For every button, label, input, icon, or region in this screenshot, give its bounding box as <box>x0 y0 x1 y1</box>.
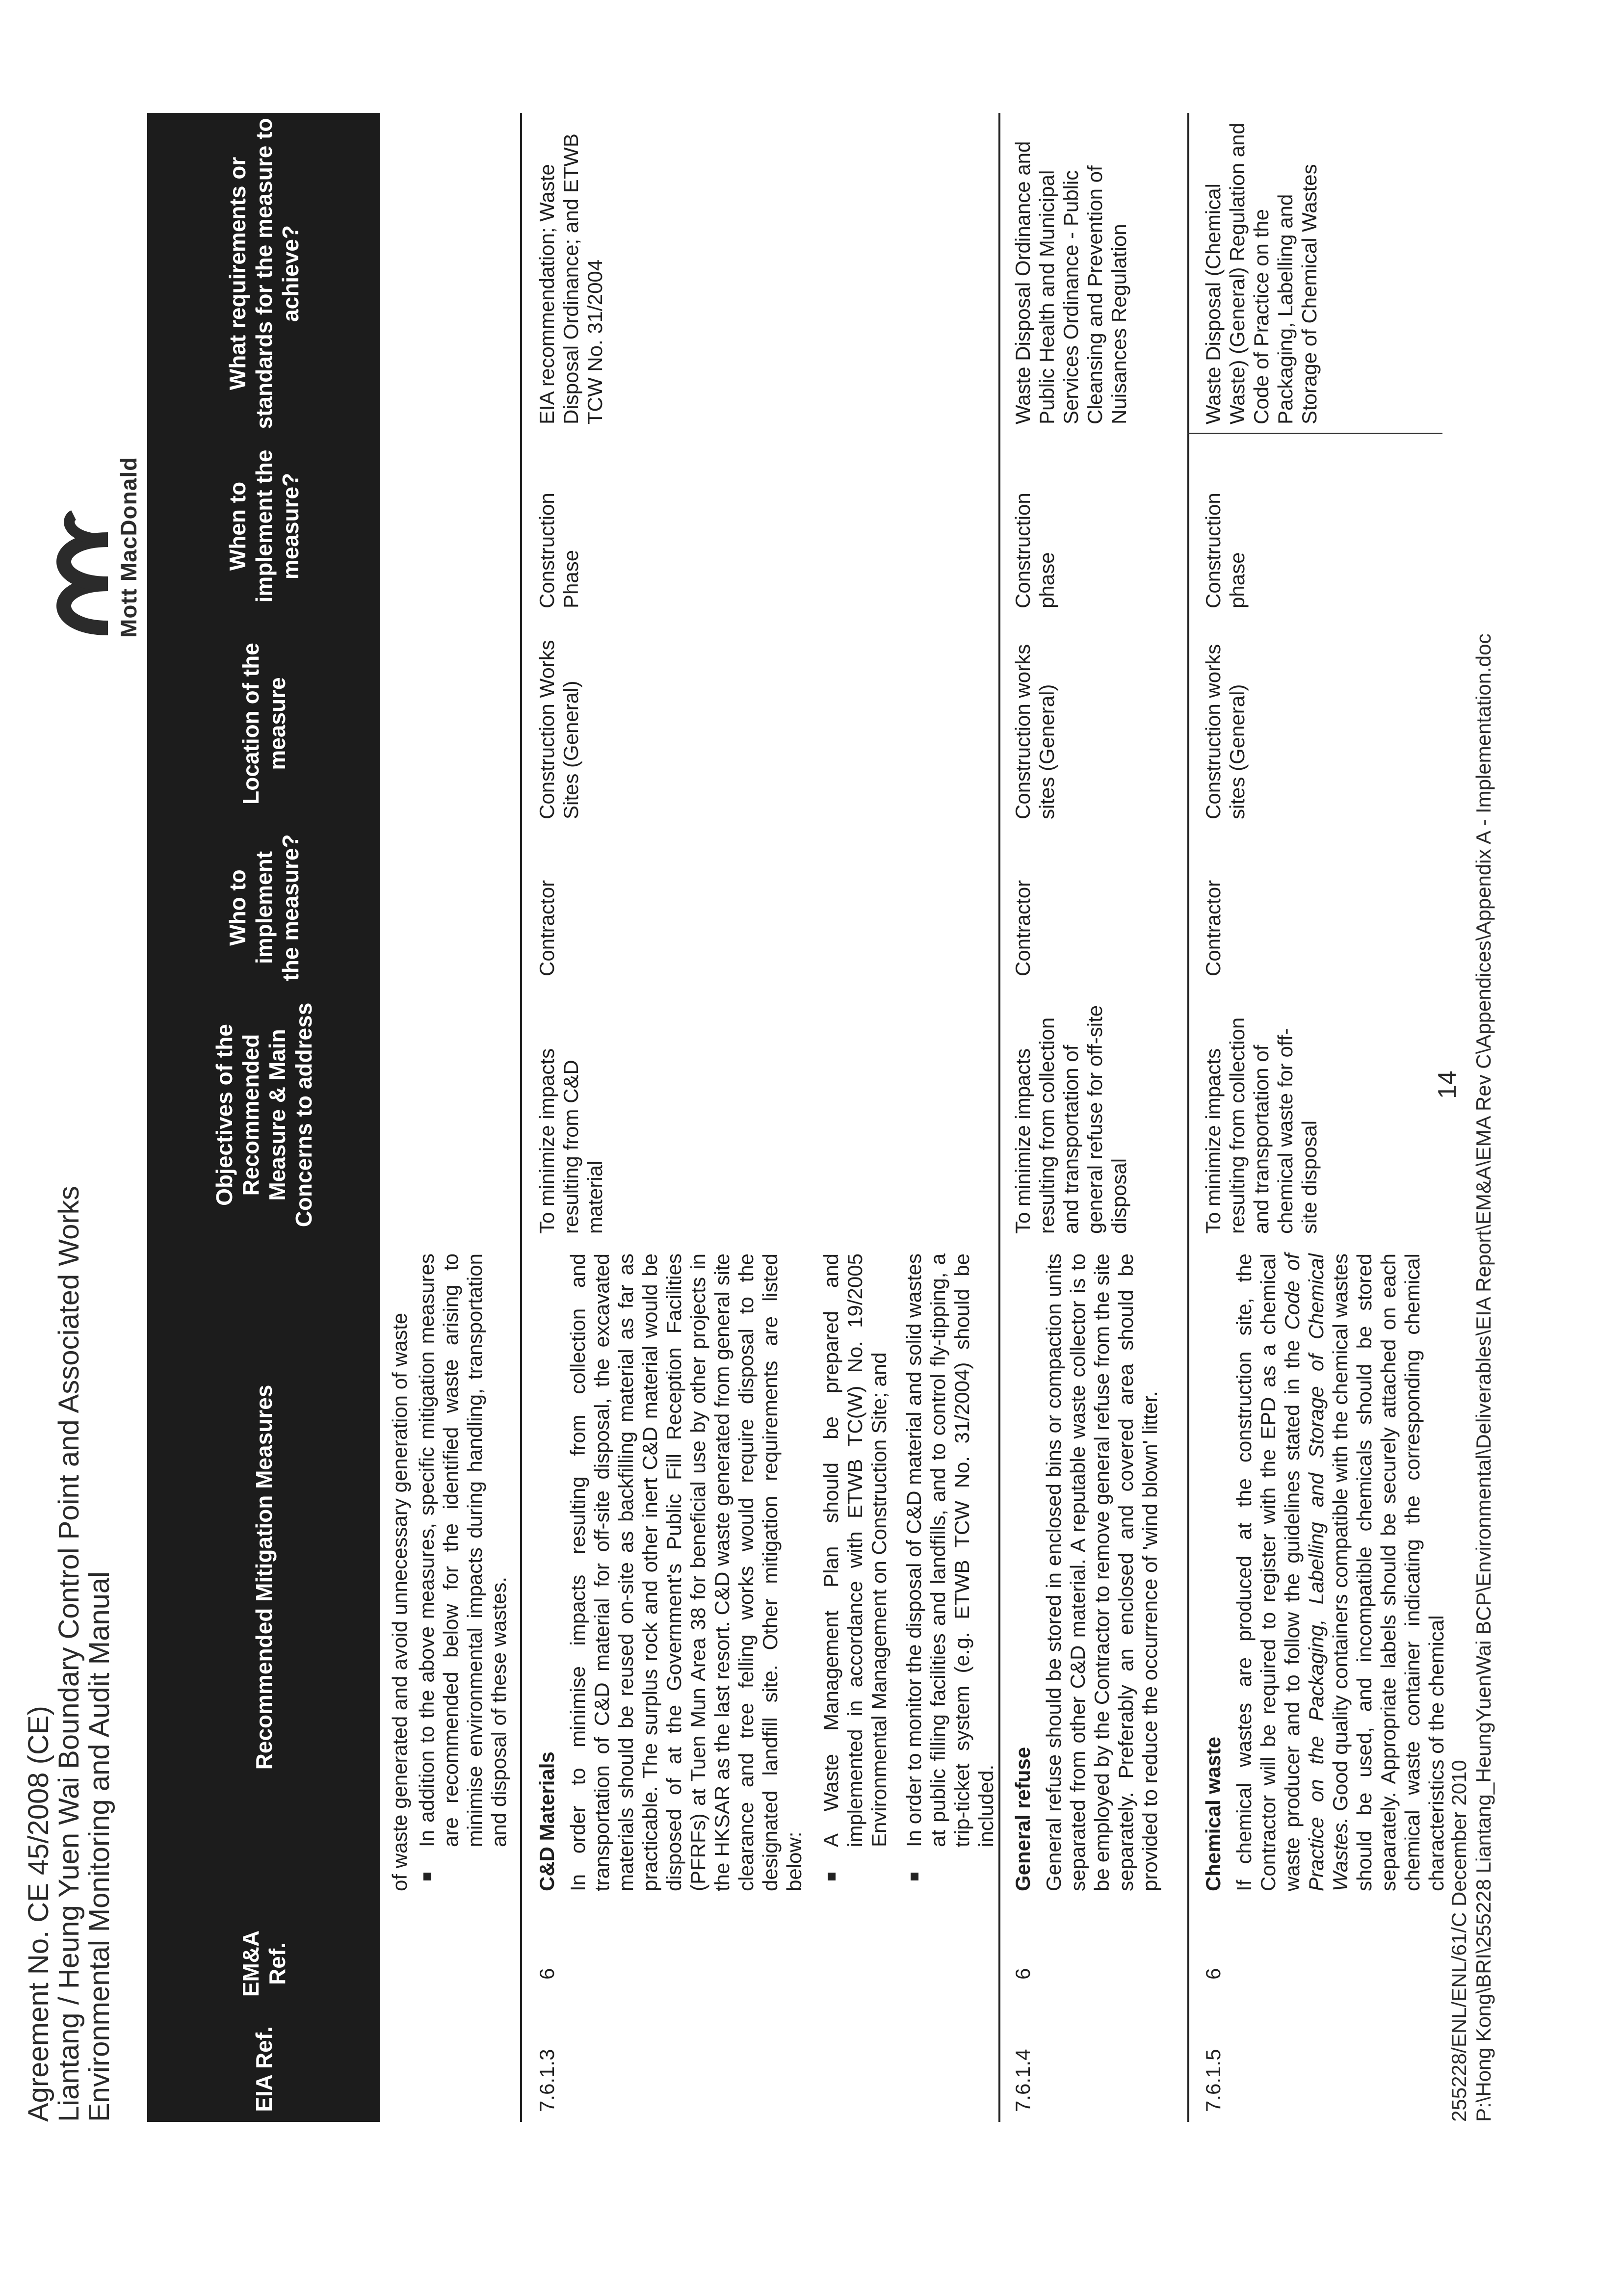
row1-measures <box>535 1253 998 1891</box>
bullet-square-icon <box>911 1873 918 1880</box>
row1-location: Construction Works Sites (General) <box>535 640 582 819</box>
row1-objective: To minimize impacts resulting from C&D material <box>535 1048 606 1234</box>
header-when: When to implement the measure? <box>224 449 303 603</box>
header-objectives: Objectives of the Recommended Measure & Main Concerns to address <box>211 1002 316 1227</box>
bullet-square-icon <box>828 1873 836 1880</box>
agreement-number: Agreement No. CE 45/2008 (CE) <box>23 1706 54 2122</box>
row2-objective: To minimize impacts resulting from collection and transportation of general refuse for off-site disposal <box>1011 1005 1130 1234</box>
row3-when: Construction phase <box>1202 493 1249 608</box>
row1-paragraph: In order to minimise impacts resulting from collection and transportation of C&D material for off-site disposal, the excavated materials should be reused on-site as backfilling material as far as practicable. The surplus rock and other inert C&D material would be disposed of at the Government's Public Fill Reception Facilities (PFRFs) at Tuen Mun Area 38 for beneficial use by other projects in the HKSAR as the last resort. C&D waste generated from general site clearance and tree felling works would require disposal to the designated landfill site. Other mitigation requirements are listed below: <box>566 1253 806 1891</box>
row1-bullet-1-text: A Waste Management Plan should be prepared and implemented in accordance with ETWB TC(W) No. 19/2005 Environmental Management on Construction Site; and <box>819 1253 891 1847</box>
project-title: Liantang / Heung Yuen Wai Boundary Control Point and Associated Works <box>53 1186 85 2122</box>
row3-who: Contractor <box>1202 880 1225 976</box>
row2-paragraph: General refuse should be stored in enclosed bins or compaction units separated from other C&D material. A reputable waste collector is to be employed by the Contractor to remove general refuse from the site separately. Preferably an enclosed and covered area should be provided to reduce the occurrence of 'wind blown' litter. <box>1042 1253 1161 1891</box>
row-divider <box>520 113 522 2122</box>
row3-location: Construction works sites (General) <box>1202 644 1249 819</box>
column-divider <box>1187 433 1442 434</box>
row3-measures <box>1201 1253 1448 1891</box>
row1-when: Construction Phase <box>535 493 582 608</box>
row3-ema-ref: 6 <box>1202 1968 1225 1980</box>
row2-requirements: Waste Disposal Ordinance and Public Health and Municipal Services Ordinance - Public Cleansing and Prevention of Nuisances Regulation <box>1011 141 1130 424</box>
file-path: P:\Hong Kong\BRI\255228 Liantang_HeungYuenWai BCP\Environmental\Deliverables\EIA Report\EM&A\EMA Rev C\Appendices\Appendix A - Implementation.doc <box>1472 633 1495 2122</box>
row2-ema-ref: 6 <box>1011 1968 1034 1980</box>
row1-bullet-2 <box>902 1253 998 1891</box>
manual-title: Environmental Monitoring and Audit Manual <box>83 1571 115 2122</box>
header-location: Location of the measure <box>237 643 290 805</box>
row1-requirements: EIA recommendation; Waste Disposal Ordinance; and ETWB TCW No. 31/2004 <box>535 133 606 424</box>
continued-text: of waste generated and avoid unnecessary generation of waste <box>388 1312 411 1891</box>
row3-requirements: Waste Disposal (Chemical Waste) (General) Regulation and Code of Practice on the Packaging, Labelling and Storage of Chemical Wastes <box>1202 123 1321 424</box>
logo-arcs-icon <box>20 510 113 638</box>
page-number: 14 <box>1433 1070 1462 1099</box>
row1-bullet-1 <box>819 1253 891 1891</box>
row1-eia-ref: 7.6.1.3 <box>535 2049 558 2112</box>
row2-eia-ref: 7.6.1.4 <box>1011 2049 1034 2112</box>
continued-bullet <box>415 1253 511 1891</box>
row2-who: Contractor <box>1011 880 1034 976</box>
mott-macdonald-logo <box>20 456 142 638</box>
row3-eia-ref: 7.6.1.5 <box>1202 2049 1225 2112</box>
row3-paragraph-part-a: If chemical wastes are produced at the construction site, the Contractor will be required to register with the EPD as a chemical waste producer and to follow the guidelines stated in the <box>1232 1253 1304 1891</box>
row1-bullet-2-text: In order to monitor the disposal of C&D material and solid wastes at public filling facilities and landfills, and to control fly-tipping, a trip-ticket system (e.g. ETWB TCW No. 31/2004) should be included. <box>902 1253 997 1847</box>
header-ema-ref: EM&A Ref. <box>237 1930 290 1997</box>
continued-bullet-text: In addition to the above measures, specific mitigation measures are recommended below for the identified waste arising to minimise environmental impacts during handling, transportation and disposal of these wastes. <box>415 1253 510 1847</box>
header-eia-ref: EIA Ref. <box>251 2026 277 2112</box>
row1-ema-ref: 6 <box>535 1968 558 1980</box>
row1-title: C&D Materials <box>535 1751 558 1891</box>
logo-wordmark: Mott MacDonald <box>116 456 141 638</box>
row-divider <box>1187 113 1189 2122</box>
row3-code-of-practice-title: Code of Practice on the Packaging, Labelling and Storage of Chemical Wastes. <box>1281 1253 1352 1891</box>
row-divider <box>998 113 1000 2122</box>
bullet-square-icon <box>423 1873 431 1880</box>
row3-paragraph <box>1232 1253 1448 1891</box>
row1-who: Contractor <box>535 880 558 976</box>
header-requirements: What requirements or standards for the measure to achieve? <box>224 118 303 429</box>
row3-objective: To minimize impacts resulting from collection and transportation of chemical waste for off-site disposal <box>1202 1017 1321 1234</box>
document-reference: 255228/ENL/ENL/61/C December 2010 <box>1447 1760 1470 2122</box>
row2-measures <box>1011 1253 1162 1891</box>
row2-title: General refuse <box>1011 1747 1034 1891</box>
header-who: Who to implement the measure? <box>224 834 303 981</box>
implementation-schedule-table <box>147 113 1448 2122</box>
row2-when: Construction phase <box>1011 493 1058 608</box>
header-mitigation-measures: Recommended Mitigation Measures <box>251 1384 277 1770</box>
row2-location: Construction works sites (General) <box>1011 644 1058 819</box>
row3-paragraph-part-b: Good quality containers compatible with the chemical wastes should be used, and incompatible chemicals should be stored separately. Appropriate labels should be securely attached on each chemical waste container indicating the corresponding chemical characteristics of the chemical <box>1329 1253 1448 1891</box>
row3-title: Chemical waste <box>1202 1736 1225 1891</box>
